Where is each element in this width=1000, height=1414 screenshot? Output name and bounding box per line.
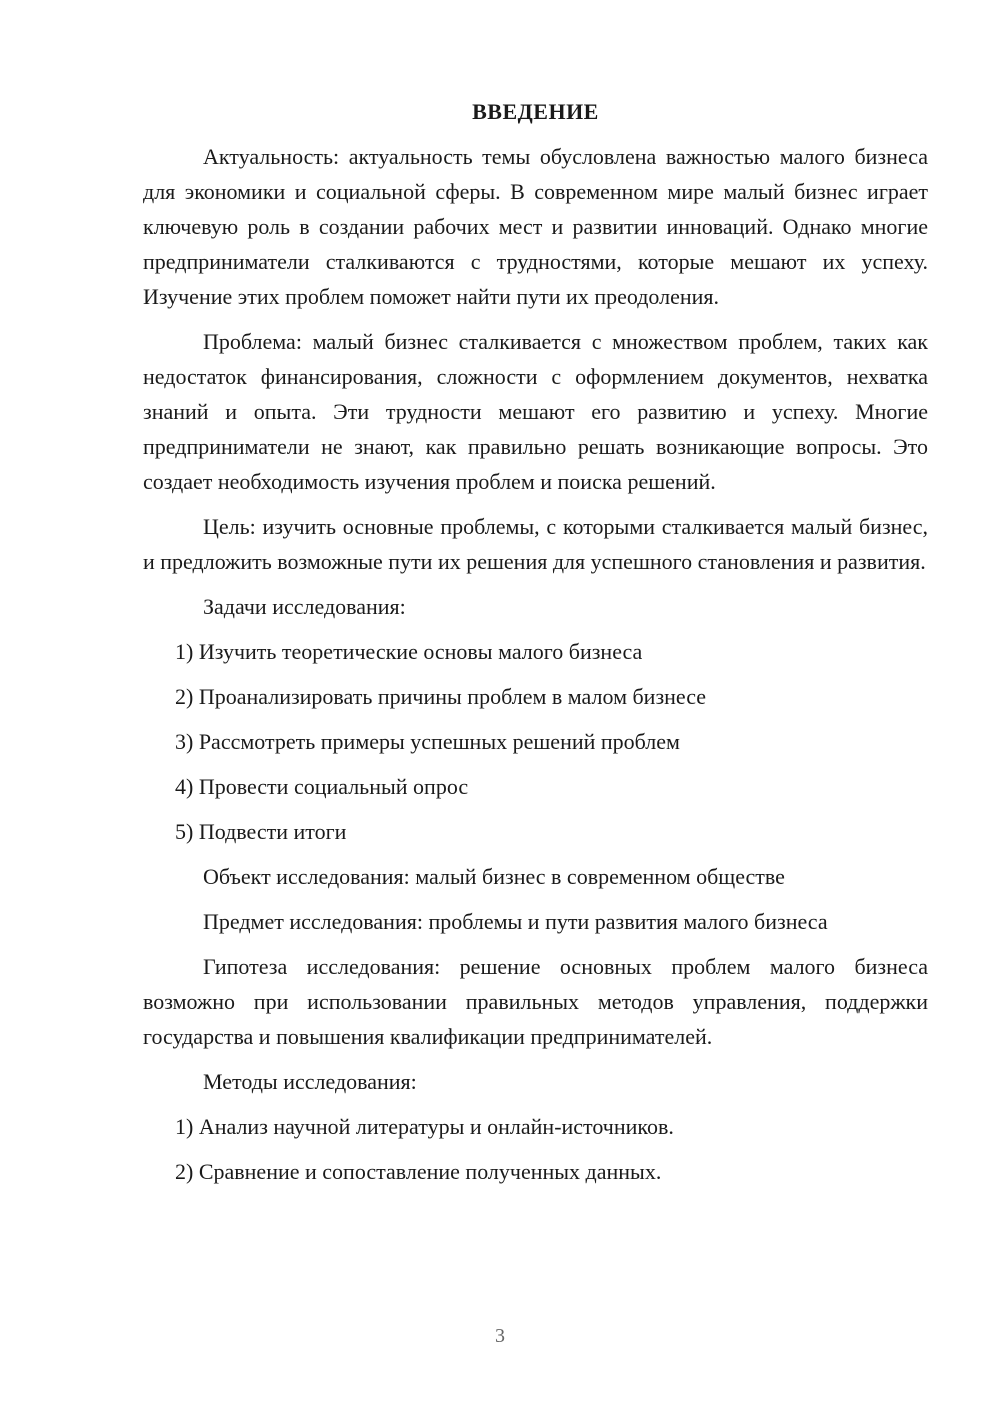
- task-item: 3) Рассмотреть примеры успешных решений проблем: [175, 729, 680, 754]
- tasks-heading: Задачи исследования:: [203, 594, 406, 619]
- page-number: 3: [495, 1325, 505, 1347]
- methods-heading: Методы исследования:: [203, 1069, 417, 1094]
- task-item: 2) Проанализировать причины проблем в малом бизнесе: [175, 684, 707, 709]
- hypothesis-paragraph: Гипотеза исследования: решение основных проблем малого бизнеса возможно при использовании правильных методов управления, поддержки государства и повышения квалификации предпринимателей.: [143, 954, 928, 1049]
- methods-list: [143, 1109, 928, 1189]
- task-item: 5) Подвести итоги: [175, 819, 347, 844]
- tasks-list: [143, 634, 928, 849]
- method-item: 2) Сравнение и сопоставление полученных данных.: [175, 1159, 662, 1184]
- section-title: ВВЕДЕНИЕ: [472, 99, 599, 124]
- object-line: Объект исследования: малый бизнес в современном обществе: [203, 864, 785, 889]
- task-item: 1) Изучить теоретические основы малого бизнеса: [175, 639, 643, 664]
- document-page: [143, 94, 928, 1199]
- relevance-paragraph: Актуальность: актуальность темы обусловлена важностью малого бизнеса для экономики и социальной сферы. В современном мире малый бизнес играет ключевую роль в создании рабочих мест и развитии инноваций. Однако многие предприниматели сталкиваются с трудностями, которые мешают их успеху. Изучение этих проблем поможет найти пути их преодоления.: [143, 144, 928, 309]
- subject-line: Предмет исследования: проблемы и пути развития малого бизнеса: [203, 909, 828, 934]
- problem-paragraph: Проблема: малый бизнес сталкивается с множеством проблем, таких как недостаток финансирования, сложности с оформлением документов, нехватка знаний и опыта. Эти трудности мешают его развитию и успеху. Многие предприниматели не знают, как правильно решать возникающие вопросы. Это создает необходимость изучения проблем и поиска решений.: [143, 329, 928, 494]
- task-item: 4) Провести социальный опрос: [175, 774, 469, 799]
- goal-paragraph: Цель: изучить основные проблемы, с которыми сталкивается малый бизнес, и предложить возможные пути их решения для успешного становления и развития.: [143, 514, 928, 574]
- method-item: 1) Анализ научной литературы и онлайн-источников.: [175, 1114, 674, 1139]
